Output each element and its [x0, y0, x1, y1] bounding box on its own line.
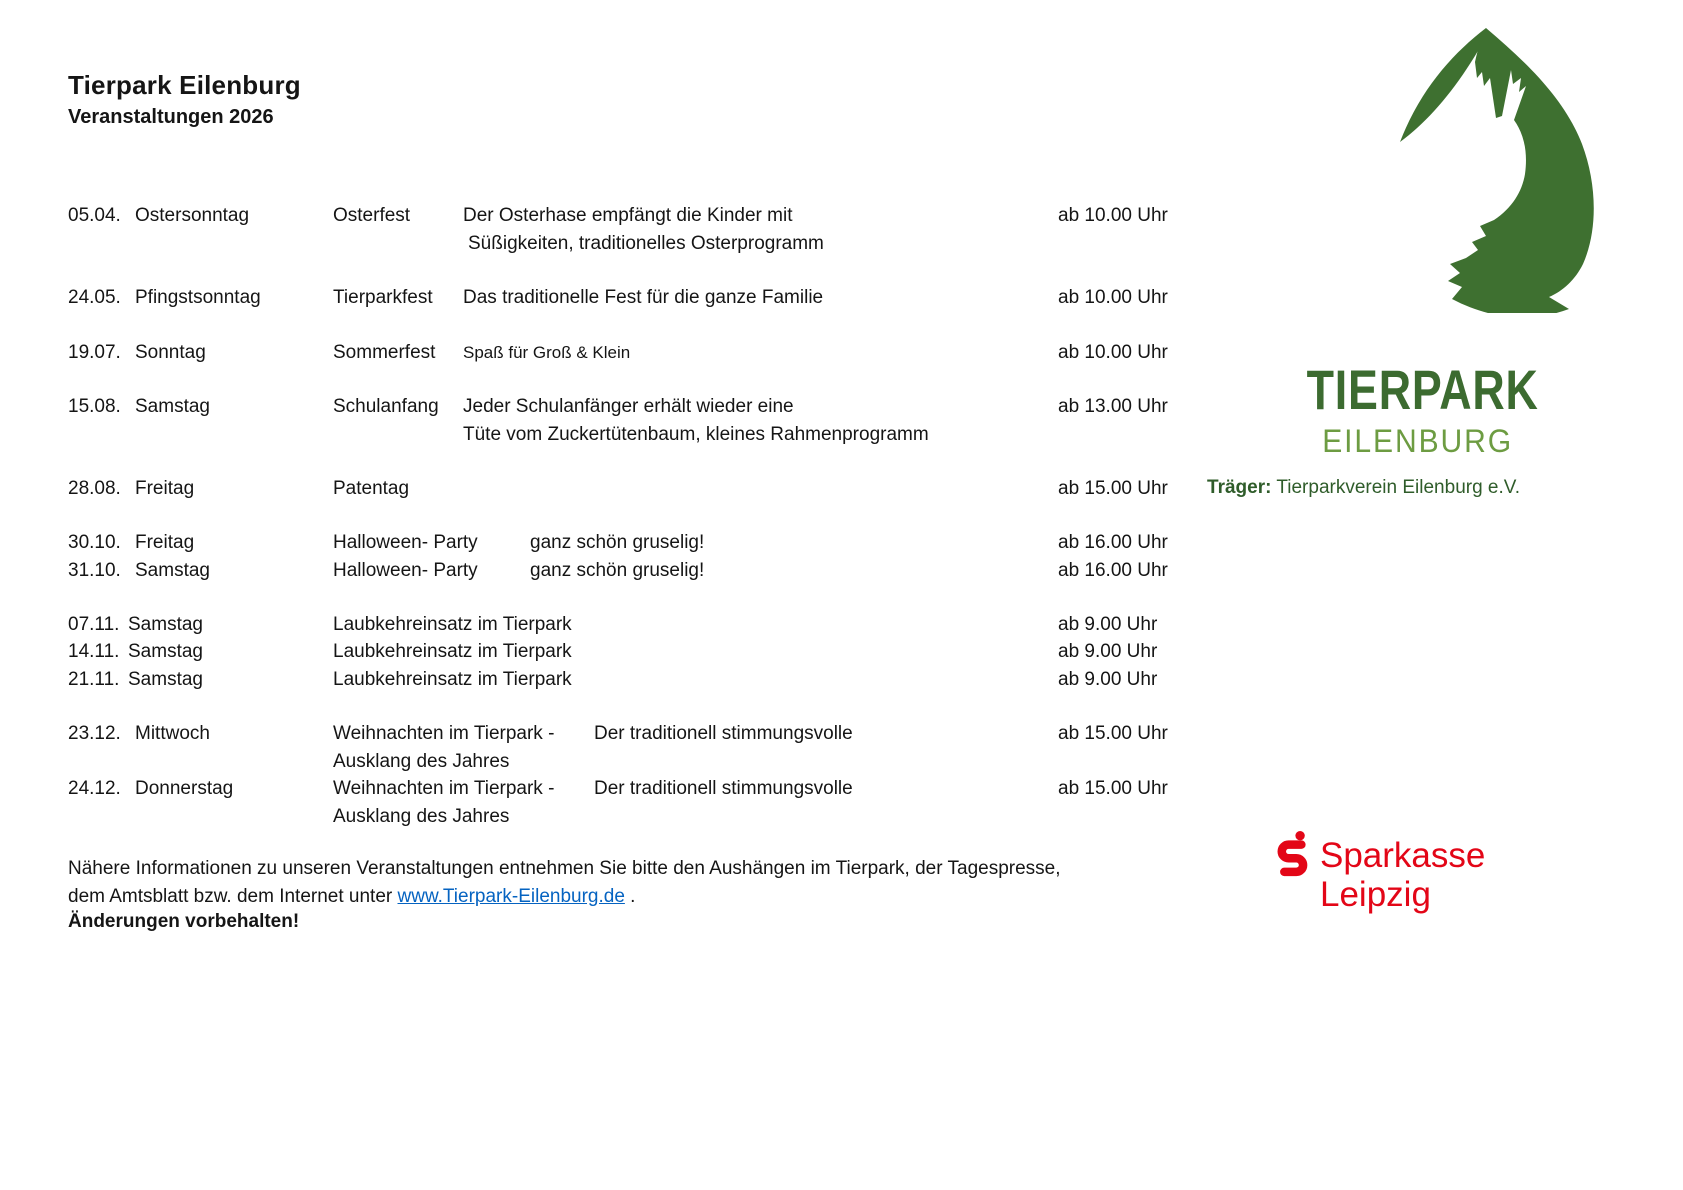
footer-disclaimer: Änderungen vorbehalten!: [68, 911, 300, 932]
event-name: Laubkehreinsatz im Tierpark: [333, 614, 572, 635]
event-date: 30.10.: [68, 532, 121, 553]
lynx-leaf-icon: [1398, 28, 1603, 313]
event-date: 05.04.: [68, 205, 121, 226]
event-date: 15.08.: [68, 396, 121, 417]
event-time: ab 13.00 Uhr: [1058, 396, 1168, 417]
event-date: 24.12.: [68, 778, 121, 799]
website-link[interactable]: www.Tierpark-Eilenburg.de: [397, 886, 625, 907]
sparkasse-s-icon: [1274, 831, 1310, 883]
event-day: Donnerstag: [135, 778, 234, 799]
event-description: ganz schön gruselig!: [530, 560, 705, 581]
carrier-text: Tierparkverein Eilenburg e.V.: [1271, 477, 1520, 498]
event-name: Halloween- Party: [333, 532, 478, 553]
event-time: ab 16.00 Uhr: [1058, 560, 1168, 581]
event-row: [0, 393, 1240, 421]
event-day: Samstag: [135, 396, 210, 417]
event-date: 23.12.: [68, 723, 121, 744]
event-time: ab 10.00 Uhr: [1058, 342, 1168, 363]
event-date: 24.05.: [68, 287, 121, 308]
event-description: Der traditionell stimmungsvolle: [594, 778, 853, 799]
event-description-line2: Tüte vom Zuckertütenbaum, kleines Rahmenprogramm: [463, 424, 929, 445]
carrier-label: Träger:: [1207, 477, 1272, 498]
event-description: Jeder Schulanfänger erhält wieder eine: [463, 396, 794, 417]
sparkasse-name: Sparkasse: [1320, 836, 1486, 875]
event-name: Weihnachten im Tierpark -: [333, 723, 555, 744]
event-row-continuation: [0, 803, 1240, 831]
event-name: Schulanfang: [333, 396, 439, 417]
event-name-line2: Ausklang des Jahres: [333, 751, 510, 772]
footer-info-line1: Nähere Informationen zu unseren Veranstaltungen entnehmen Sie bitte den Aushängen im Tierpark, der Tagespresse,: [68, 858, 1061, 879]
event-description: Spaß für Groß & Klein: [463, 343, 631, 362]
event-name-line2: Ausklang des Jahres: [333, 806, 510, 827]
event-row: [0, 666, 1240, 694]
tierpark-lynx-logo: [1398, 28, 1603, 319]
event-row: [0, 611, 1240, 639]
wordmark-tierpark: TIERPARK: [1306, 358, 1539, 421]
event-day: Sonntag: [135, 342, 206, 363]
event-date: 28.08.: [68, 478, 121, 499]
event-day: Samstag: [128, 614, 203, 635]
event-date: 07.11.: [68, 614, 120, 635]
event-name: Osterfest: [333, 205, 411, 226]
event-row: [0, 529, 1240, 557]
event-time: ab 10.00 Uhr: [1058, 287, 1168, 308]
event-date: 21.11.: [68, 669, 120, 690]
event-name: Weihnachten im Tierpark -: [333, 778, 555, 799]
event-day: Samstag: [128, 641, 203, 662]
footer-info-line2-suffix: .: [624, 886, 636, 907]
event-day: Pfingstsonntag: [135, 287, 261, 308]
event-day: Ostersonntag: [135, 205, 250, 226]
event-row: [0, 475, 1240, 503]
page-title: Tierpark Eilenburg: [68, 70, 301, 100]
event-row: [0, 720, 1240, 748]
event-name: Patentag: [333, 478, 410, 499]
event-date: 31.10.: [68, 560, 121, 581]
event-day: Mittwoch: [135, 723, 210, 744]
event-row-continuation: [0, 421, 1240, 449]
event-description: Das traditionelle Fest für die ganze Familie: [463, 287, 824, 308]
tierpark-wordmark: [1255, 358, 1539, 459]
event-row: [0, 638, 1240, 666]
event-row-continuation: [0, 748, 1240, 776]
wordmark-eilenburg: EILENBURG: [1322, 423, 1513, 459]
event-name: Laubkehreinsatz im Tierpark: [333, 641, 572, 662]
event-row-continuation: [0, 230, 1240, 258]
sparkasse-logo-text: [1320, 836, 1485, 914]
event-date: 14.11.: [68, 641, 120, 662]
event-time: ab 16.00 Uhr: [1058, 532, 1168, 553]
event-time: ab 9.00 Uhr: [1058, 641, 1158, 662]
footer-info-line2-prefix: dem Amtsblatt bzw. dem Internet unter: [68, 886, 398, 907]
carrier-line: [1180, 477, 1520, 499]
event-time: ab 15.00 Uhr: [1058, 778, 1168, 799]
event-name: Sommerfest: [333, 342, 436, 363]
event-name: Tierparkfest: [333, 287, 433, 308]
event-time: ab 10.00 Uhr: [1058, 205, 1168, 226]
footer-info-line2: [68, 886, 635, 908]
event-description-line2: Süßigkeiten, traditionelles Osterprogramm: [468, 233, 824, 254]
event-time: ab 9.00 Uhr: [1058, 614, 1158, 635]
event-row: [0, 202, 1240, 230]
event-description: Der Osterhase empfängt die Kinder mit: [463, 205, 793, 226]
event-row: [0, 284, 1240, 312]
event-row: [0, 557, 1240, 585]
event-time: ab 9.00 Uhr: [1058, 669, 1158, 690]
page-subtitle: Veranstaltungen 2026: [68, 106, 274, 128]
event-row: [0, 775, 1240, 803]
event-date: 19.07.: [68, 342, 121, 363]
event-day: Samstag: [128, 669, 203, 690]
event-day: Freitag: [135, 478, 195, 499]
event-description: ganz schön gruselig!: [530, 532, 705, 553]
sparkasse-city: Leipzig: [1320, 875, 1431, 914]
event-name: Laubkehreinsatz im Tierpark: [333, 669, 572, 690]
event-row: [0, 339, 1240, 367]
event-time: ab 15.00 Uhr: [1058, 723, 1168, 744]
event-name: Halloween- Party: [333, 560, 478, 581]
event-time: ab 15.00 Uhr: [1058, 478, 1168, 499]
sparkasse-symbol: [1274, 831, 1310, 877]
event-day: Freitag: [135, 532, 195, 553]
event-day: Samstag: [135, 560, 210, 581]
event-description: Der traditionell stimmungsvolle: [594, 723, 853, 744]
